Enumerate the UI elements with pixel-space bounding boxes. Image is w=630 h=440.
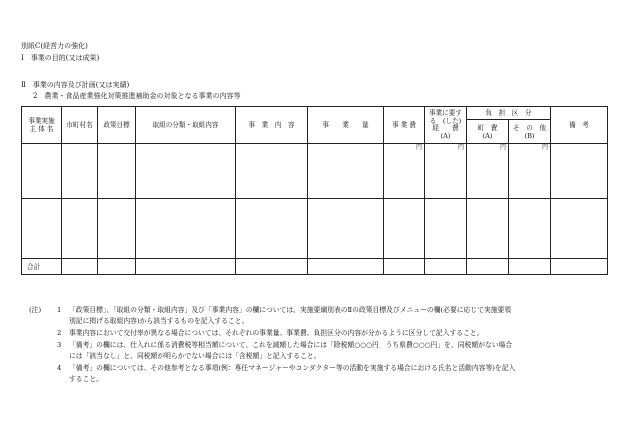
cell [509,259,551,275]
cell [22,199,62,259]
header-municipality: 市町村名 [62,107,98,144]
note-4-number: 4 [57,364,62,372]
notes-label: (注) [29,306,42,314]
cell [425,199,467,259]
cell [467,199,509,259]
note-1-line1: 「政策目標」、「取組の分類・取組内容」及び「事業内容」の欄については、実施要綱別表のⅡの政策目標及びメニューの欄(必要に応じて実施要領 [69,306,512,314]
note-3-line1: 「備考」の欄には、仕入れに係る消費税等相当額について、これを減額した場合には「除税額○○○円 うち県費○○○円」を、同税額がない場合 [69,341,513,349]
note-4-line2: すること。 [69,375,103,383]
cell [236,199,308,259]
note-1-line2: 別記に掲げる取組内容)から該当するものを記入すること。 [69,317,249,325]
cell [425,259,467,275]
cell [551,144,608,199]
cell [308,144,384,199]
cell [62,259,98,275]
header-required-l1: 事業に要す [429,109,462,117]
cost-yen-unit: 円 [384,144,425,199]
note-2-number: 2 [57,329,62,337]
town-yen-unit: 円 [467,144,509,199]
header-remarks: 備 考 [551,107,608,144]
table-row [22,199,608,259]
header-content: 事 業 内 容 [236,107,308,144]
total-label: 合計 [22,259,62,275]
cell [236,144,308,199]
cell [551,199,608,259]
header-required-cost [425,107,467,144]
cell [136,259,236,275]
header-required-l4: (A) [440,131,451,140]
header-other-l1: そ の 他 [513,123,546,132]
header-cost: 事 業 費 [384,107,425,144]
note-1-number: 1 [57,306,62,314]
header-category: 取組の分類・取組内容 [136,107,236,144]
cell [136,144,236,199]
section-2-heading: Ⅱ 事業の内容及び計画(又は実績) [21,81,130,89]
note-3-number: 3 [57,341,62,349]
header-required-l2: る (した) [429,116,462,125]
note-4-line1: 「備考」の欄については、その他参考となる事項(例：専任マネージャーやコンダクター等の活動を実施する場合における氏名と活動内容等)を記入 [69,364,516,372]
header-volume: 事 業 量 [308,107,384,144]
subsection-heading: 2 農業・食品産業強化対策推進補助金の対象となる事業の内容等 [33,92,241,100]
cell [98,199,136,259]
cell [551,259,608,275]
cell [98,259,136,275]
cell [136,199,236,259]
form-title: 別紙C(経営力の強化) [21,42,88,50]
cell [384,199,425,259]
header-town-l2: (A) [482,131,493,140]
other-yen-unit: 円 [509,144,551,199]
cell [62,199,98,259]
header-entity-line1: 事業実施 [28,117,55,125]
header-burden: 負 担 区 分 [467,107,551,120]
cell [308,259,384,275]
cell [467,259,509,275]
cell [22,144,62,199]
cell [509,199,551,259]
total-row [22,259,608,275]
section-1-heading: Ⅰ 事業の目的(又は成果) [21,54,100,62]
header-other [509,120,551,144]
cell [62,144,98,199]
project-table [21,106,608,275]
note-2-line1: 事業内容において交付率が異なる場合については、それぞれの事業量、事業費、負担区分の内容が分かるように区分して記入すること。 [69,329,484,337]
cell [384,259,425,275]
header-town-l1: 町 費 [477,123,498,132]
required-yen-unit: 円 [425,144,467,199]
header-policy-goal: 政策目標 [98,107,136,144]
cell [236,259,308,275]
header-entity [22,107,62,144]
table-row [22,144,608,199]
header-town-cost [467,120,509,144]
note-3-line2: には「該当なし」と、同税額が明らかでない場合には「含税額」と記入すること。 [69,352,321,360]
header-entity-line2: 主 体 名 [29,125,54,133]
cell [98,144,136,199]
header-other-l2: (B) [524,131,535,140]
cell [308,199,384,259]
header-required-l3: 経 費 [432,124,459,132]
